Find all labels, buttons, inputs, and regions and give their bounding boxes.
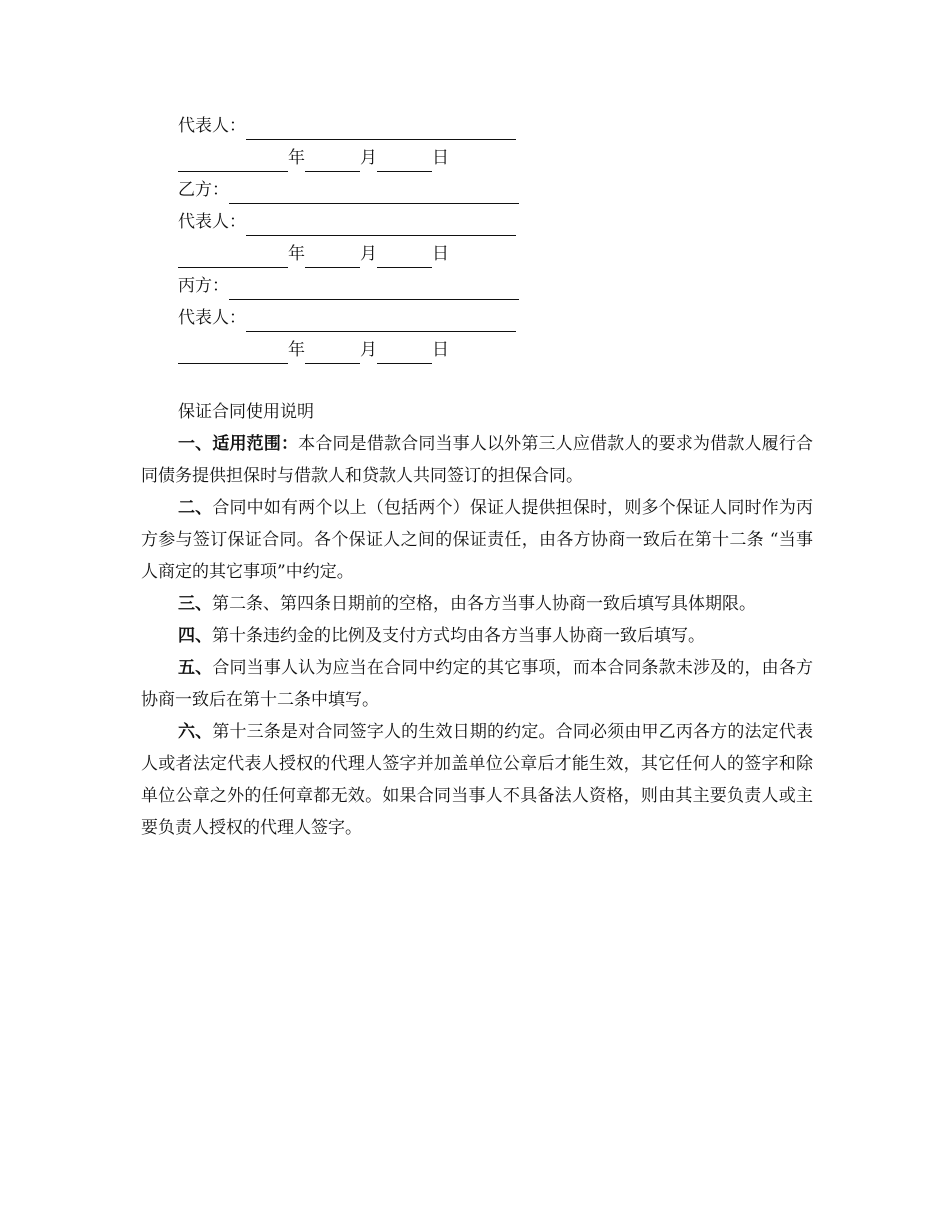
note-text: 第二条、第四条日期前的空格，由各方当事人协商一致后填写具体期限。 [212,594,756,614]
note-lead: 二、 [178,498,213,518]
note-lead: 五、 [178,658,213,678]
day-blank[interactable] [377,149,432,172]
month-label: 月 [360,340,377,360]
party-b-date-line [178,240,449,268]
note-paragraph [141,620,813,652]
month-blank[interactable] [305,245,360,268]
note-lead: 四、 [178,626,212,646]
notes-body [141,428,813,844]
note-text: 本合同是借款合同当事人以外第三人应借款人的要求为借款人履行合同债务提供担保时与借款人和贷款人共同签订的担保合同。 [141,434,814,486]
representative-blank[interactable] [246,213,516,236]
year-blank[interactable] [178,341,288,364]
representative-label: 代表人： [178,212,246,232]
note-lead: 三、 [178,594,212,614]
party-b-blank[interactable] [229,181,519,204]
note-paragraph [141,588,813,620]
day-blank[interactable] [377,341,432,364]
note-paragraph [141,492,813,588]
year-label: 年 [288,244,305,264]
party-c-date-line [178,336,449,364]
day-blank[interactable] [377,245,432,268]
representative-label: 代表人： [178,308,246,328]
representative-blank[interactable] [246,117,516,140]
year-blank[interactable] [178,245,288,268]
note-lead: 一、适用范围： [178,434,299,454]
representative-blank[interactable] [246,309,516,332]
party-a-date-line [178,144,449,172]
party-c-representative-line [178,304,516,332]
party-c-blank[interactable] [229,277,519,300]
month-blank[interactable] [305,149,360,172]
note-paragraph [141,716,813,844]
day-label: 日 [432,148,449,168]
note-text: 第十条违约金的比例及支付方式均由各方当事人协商一致后填写。 [212,626,705,646]
note-text: 第十三条是对合同签字人的生效日期的约定。合同必须由甲乙丙各方的法定代表人或者法定代表人授权的代理人签字并加盖单位公章后才能生效，其它任何人的签字和除单位公章之外的任何章都无效。如果合同当事人不具备法人资格，则由其主要负责人或主要负责人授权的代理人签字。 [141,722,814,838]
day-label: 日 [432,244,449,264]
notes-title: 保证合同使用说明 [178,402,314,422]
party-b-label: 乙方： [178,180,229,200]
month-label: 月 [360,148,377,168]
month-blank[interactable] [305,341,360,364]
note-text: 合同中如有两个以上（包括两个）保证人提供担保时，则多个保证人同时作为丙方参与签订保证合同。各个保证人之间的保证责任，由各方协商一致后在第十二条 “当事人商定的其它事项”中约定。 [141,498,814,582]
party-a-representative-line [178,112,516,140]
note-paragraph [141,652,813,716]
note-lead: 六、 [178,722,213,742]
year-label: 年 [288,148,305,168]
note-paragraph [141,428,813,492]
day-label: 日 [432,340,449,360]
party-b-line [178,176,519,204]
party-b-representative-line [178,208,516,236]
party-c-label: 丙方： [178,276,229,296]
month-label: 月 [360,244,377,264]
party-c-line [178,272,519,300]
note-text: 合同当事人认为应当在合同中约定的其它事项，而本合同条款未涉及的，由各方协商一致后在第十二条中填写。 [141,658,814,710]
year-blank[interactable] [178,149,288,172]
representative-label: 代表人： [178,116,246,136]
year-label: 年 [288,340,305,360]
